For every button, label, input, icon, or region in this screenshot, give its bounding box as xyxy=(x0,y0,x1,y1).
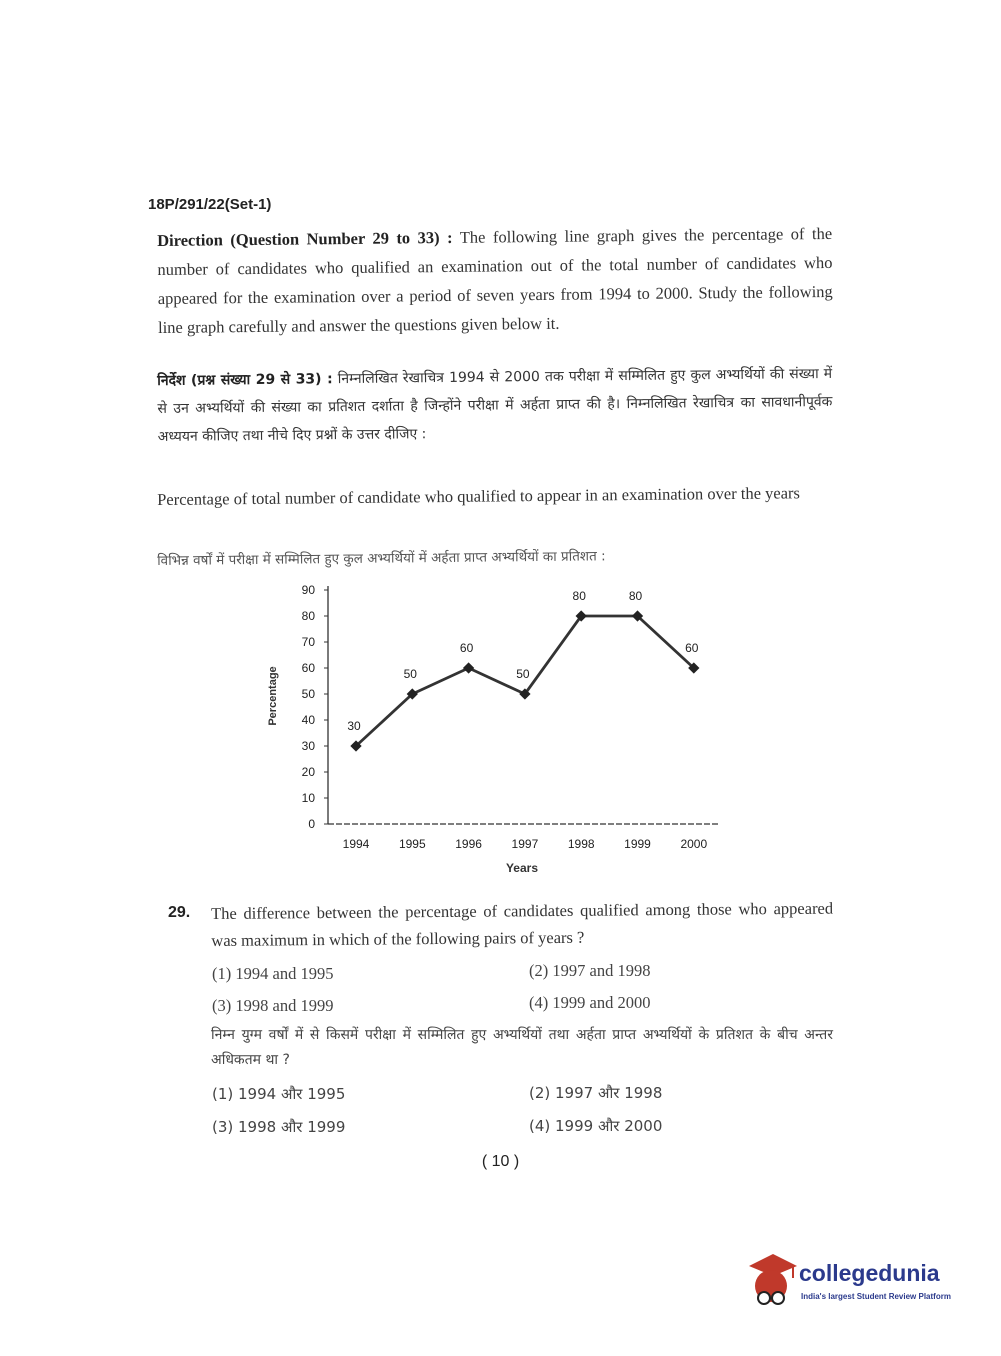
paper-code: 18P/291/22(Set-1) xyxy=(148,196,272,213)
x-tick-label: 1996 xyxy=(455,837,482,851)
data-label: 50 xyxy=(516,667,530,681)
x-tick-label: 2000 xyxy=(680,837,708,851)
y-axis-title: Percentage xyxy=(267,666,279,726)
y-tick-label: 70 xyxy=(301,635,315,649)
question-text-en: The difference between the percentage of candidates qualified among those who appeared was maximum in which of the following pairs of years ? xyxy=(211,898,834,950)
option-hi-4: (4) 1999 और 2000 xyxy=(529,1117,663,1135)
option-hi-1: (1) 1994 और 1995 xyxy=(212,1085,346,1103)
direction-label-hi: निर्देश (प्रश्न संख्या 29 से 33) : xyxy=(157,371,333,389)
x-tick-label: 1997 xyxy=(511,837,539,851)
question-number: 29. xyxy=(168,904,191,921)
option-hi-3: (3) 1998 और 1999 xyxy=(212,1118,346,1136)
x-axis-title: Years xyxy=(505,861,539,875)
x-tick-label: 1994 xyxy=(342,837,370,851)
data-label: 80 xyxy=(572,589,586,603)
mascot-icon xyxy=(743,1252,799,1312)
data-label: 80 xyxy=(628,589,643,603)
direction-label-en: Direction (Question Number 29 to 33) : xyxy=(157,227,453,250)
direction-hindi xyxy=(157,360,833,451)
y-tick-label: 0 xyxy=(308,817,315,831)
option-hi-2: (2) 1997 और 1998 xyxy=(529,1084,663,1102)
logo-name: collegedunia xyxy=(799,1260,940,1286)
series-line xyxy=(356,616,694,746)
y-tick-label: 40 xyxy=(301,713,315,727)
y-tick-label: 50 xyxy=(301,687,315,701)
option-en-1: (1) 1994 and 1995 xyxy=(212,964,334,983)
direction-text-en: The following line graph gives the percentage of the number of candidates who qualified an examination out of the total number of candidates who appeared for the examination over a period of seven years from 1994 to 2000. Study the following line graph carefully and answer the questions given below it. xyxy=(157,223,833,337)
option-en-3: (3) 1998 and 1999 xyxy=(212,996,334,1015)
y-tick-label: 30 xyxy=(301,739,315,753)
logo-tagline: India's largest Student Review Platform xyxy=(801,1292,951,1301)
y-tick-label: 80 xyxy=(301,609,315,623)
y-tick-label: 60 xyxy=(301,661,315,675)
data-label: 60 xyxy=(685,641,699,655)
direction-english xyxy=(157,219,833,342)
option-en-4: (4) 1999 and 2000 xyxy=(529,993,651,1012)
x-tick-label: 1998 xyxy=(567,837,595,851)
chart-caption-hi: विभिन्न वर्षों में परीक्षा में सम्मिलित हुए कुल अभ्यर्थियों में अर्हता प्राप्त अभ्यर्थियों का प्रतिशत : xyxy=(157,548,606,569)
collegedunia-logo xyxy=(743,1252,973,1312)
data-label: 60 xyxy=(459,641,474,655)
chart-caption-en: Percentage of total number of candidate who qualified to appear in an examination over the years xyxy=(157,483,801,509)
data-label: 30 xyxy=(347,719,361,733)
y-tick-label: 10 xyxy=(301,791,315,805)
page-number: ( 10 ) xyxy=(481,1153,520,1170)
y-tick-label: 20 xyxy=(301,765,315,779)
y-tick-label: 90 xyxy=(301,583,315,597)
x-tick-label: 1995 xyxy=(398,837,426,851)
data-point-marker xyxy=(463,662,474,673)
x-tick-label: 1999 xyxy=(624,837,651,851)
question-text-hi: निम्न युग्म वर्षों में से किसमें परीक्षा में सम्मिलित हुए अभ्यर्थियों तथा अर्हता प्राप्त अभ्यर्थियों के प्रतिशत के बीच अन्तर अधिकतम था ? xyxy=(211,1027,833,1068)
direction-text-hi: निम्नलिखित रेखाचित्र 1994 से 2000 तक परीक्षा में सम्मिलित हुए कुल अभ्यर्थियों की संख्या में से उन अभ्यर्थियों की संख्या का प्रतिशत दर्शाता है जिन्होंने परीक्षा में अर्हता प्राप्त की है। निम्नलिखित रेखाचित्र का सावधानीपूर्वक अध्ययन कीजिए तथा नीचे दिए प्रश्नों के उत्तर दीजिए : xyxy=(157,365,833,445)
line-chart xyxy=(262,580,732,880)
option-en-2: (2) 1997 and 1998 xyxy=(529,961,651,980)
data-label: 50 xyxy=(403,667,417,681)
